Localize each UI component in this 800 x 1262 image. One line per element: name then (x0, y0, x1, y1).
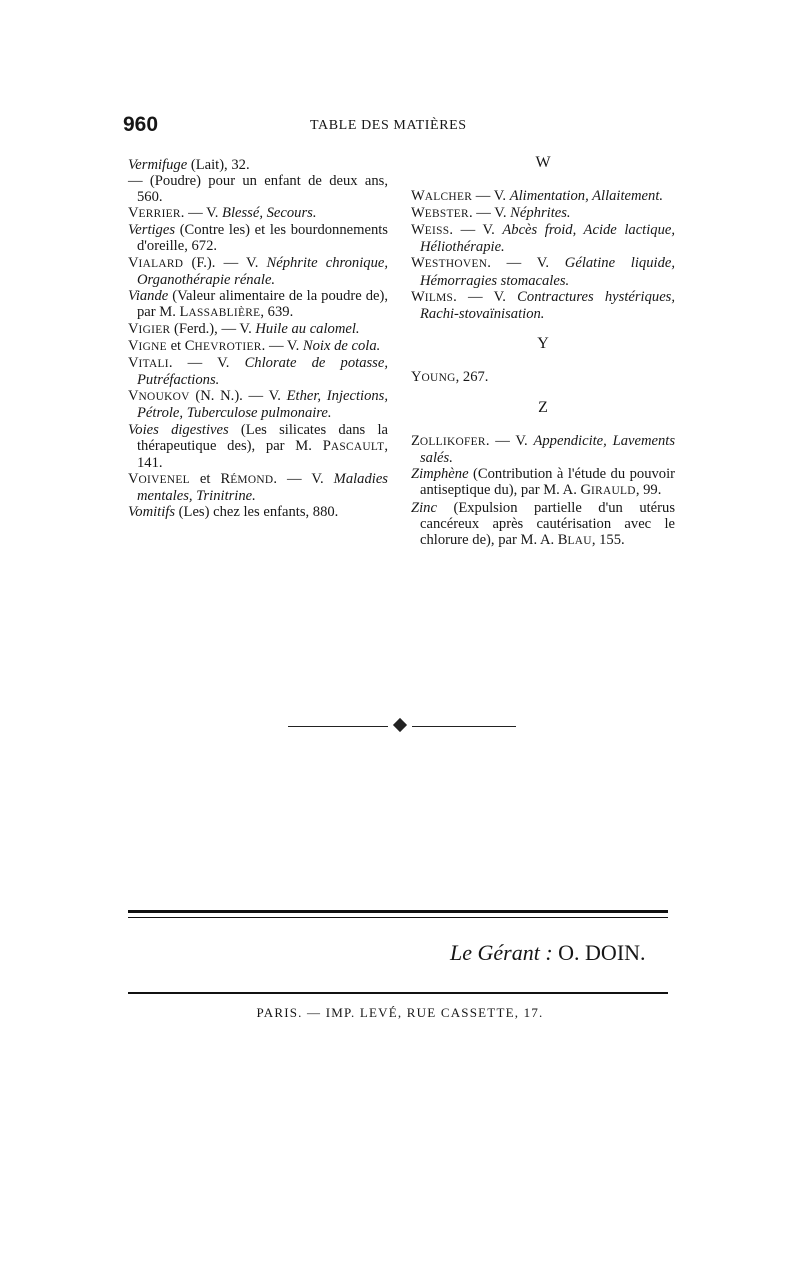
index-entry: VOIVENEL et RÉMOND. — V. Maladies mentales, Trinitrine. (128, 470, 388, 504)
index-entry: WESTHOVEN. — V. Gélatine liquide, Hémorragies stomacales. (411, 255, 675, 289)
signature-label: Le Gérant : (450, 940, 553, 965)
thick-rule (128, 910, 668, 913)
index-entry: Vermifuge (Lait), 32. (128, 157, 250, 173)
section-letter-z: Z (538, 399, 548, 417)
running-title: TABLE DES MATIÈRES (310, 118, 467, 133)
thin-rule (128, 917, 668, 918)
page-number: 960 (123, 113, 159, 136)
index-entry: VIGIER (Ferd.), — V. Huile au calomel. (128, 320, 360, 337)
index-entry: VERRIER. — V. Blessé, Secours. (128, 205, 317, 222)
fleuron-divider (288, 719, 516, 733)
section-letter-y: Y (537, 334, 549, 352)
index-entry: VITALI. — V. Chlorate de potasse, Putréfactions. (128, 355, 388, 389)
index-entry: Voies digestives (Les silicates dans la thérapeutique des), par M. PASCAULT, 141. (128, 421, 388, 471)
index-entry: Zimphène (Contribution à l'étude du pouvoir antiseptique du), par M. A. GIRAULD, 99. (411, 466, 675, 499)
index-entry: Vomitifs (Les) chez les enfants, 880. (128, 503, 339, 520)
footer-rule (128, 992, 668, 994)
index-entry: ZOLLIKOFER. — V. Appendicite, Lavements salés. (411, 433, 675, 467)
index-entry: — (Poudre) pour un enfant de deux ans, 560. (128, 173, 388, 206)
index-entry: YOUNG, 267. (411, 368, 489, 385)
signature-line (450, 940, 646, 966)
printer-imprint: PARIS. — IMP. LEVÉ, RUE CASSETTE, 17. (256, 1005, 544, 1020)
index-entry: Zinc (Expulsion partielle d'un utérus cancéreux après cautérisation avec le chlorure de), par M. A. BLAU, 155. (411, 499, 675, 548)
index-entry: Viande (Valeur alimentaire de la poudre de), par M. LASSABLIÈRE, 639. (128, 287, 388, 320)
section-letter-w: W (535, 154, 551, 171)
index-entry: WALCHER — V. Alimentation, Allaitement. (411, 188, 664, 205)
index-entry: WILMS. — V. Contractures hystériques, Rachi-stovaïnisation. (411, 288, 676, 322)
index-entry: Vertiges (Contre les) et les bourdonnements d'oreille, 672. (128, 222, 388, 255)
index-entry: WEISS. — V. Abcès froid, Acide lactique, Héliothérapie. (411, 222, 675, 256)
index-entry: WEBSTER. — V. Néphrites. (411, 205, 571, 222)
index-entry: VIALARD (F.). — V. Néphrite chronique, Organothérapie rénale. (128, 254, 388, 288)
index-column-left (128, 157, 388, 520)
index-column-right (411, 155, 675, 549)
index-entry: VIGNE et CHEVROTIER. — V. Noix de cola. (128, 338, 381, 355)
index-entry: VNOUKOV (N. N.). — V. Ether, Injections, Pétrole, Tuberculose pulmonaire. (128, 388, 388, 422)
signature-name: O. DOIN. (558, 940, 646, 965)
